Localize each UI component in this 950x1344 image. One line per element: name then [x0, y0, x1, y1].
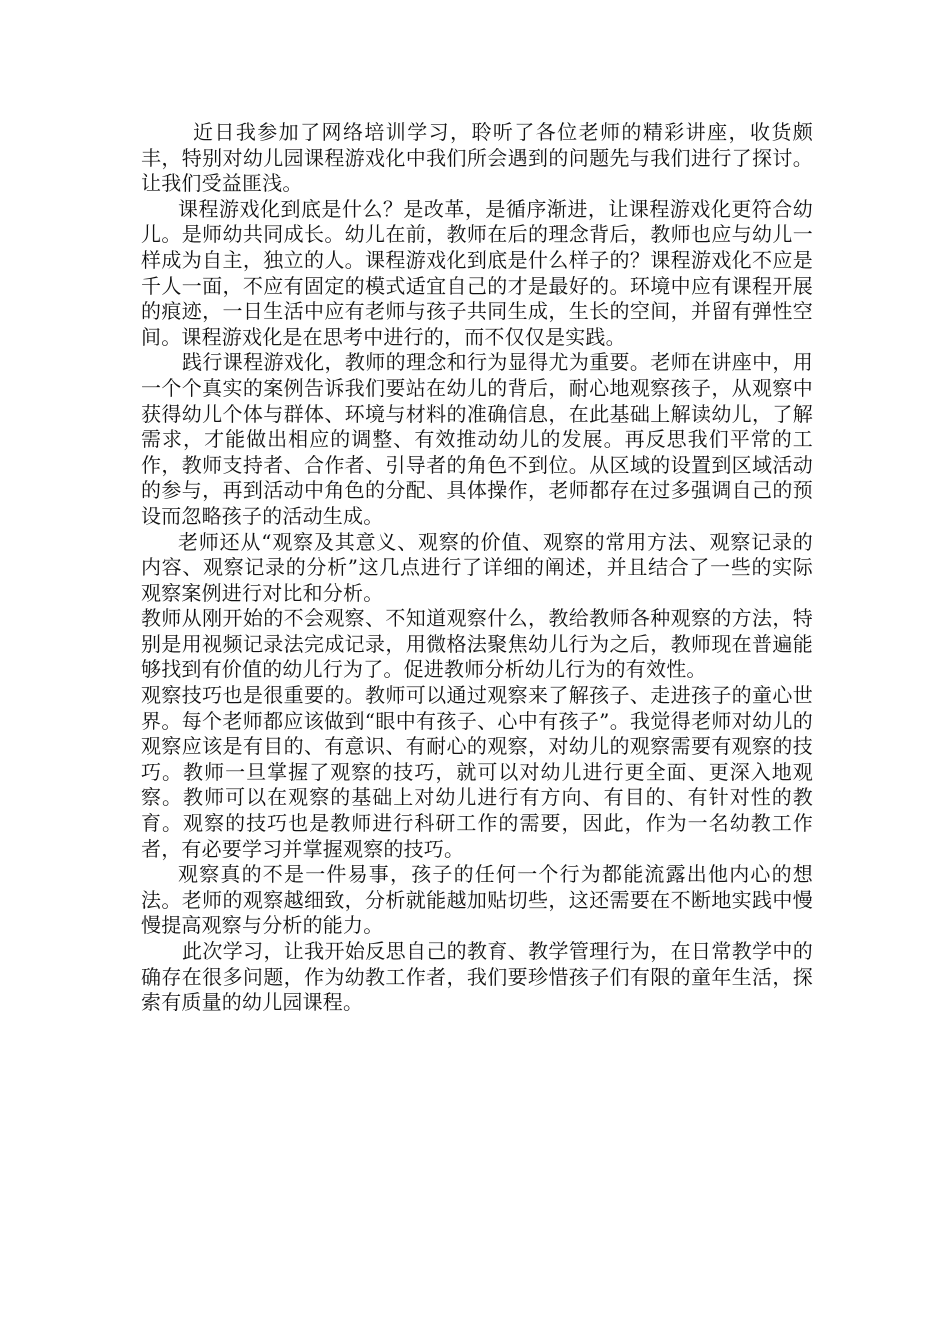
- paragraph-7: 观察真的不是一件易事，孩子的任何一个行为都能流露出他内心的想法。老师的观察越细致，分析就能越加贴切些，这还需要在不断地实践中慢慢提高观察与分析的能力。: [141, 862, 813, 938]
- paragraph-5: 教师从刚开始的不会观察、不知道观察什么，教给教师各种观察的方法，特别是用视频记录法完成记录，用微格法聚焦幼儿行为之后，教师现在普遍能够找到有价值的幼儿行为了。促进教师分析幼儿行为的有效性。: [141, 606, 813, 682]
- paragraph-1: 近日我参加了网络培训学习，聆听了各位老师的精彩讲座，收货颇丰，特别对幼儿园课程游戏化中我们所会遇到的问题先与我们进行了探讨。让我们受益匪浅。: [141, 120, 813, 196]
- paragraph-2: 课程游戏化到底是什么？是改革，是循序渐进，让课程游戏化更符合幼儿。是师幼共同成长。幼儿在前，教师在后的理念背后，教师也应与幼儿一样成为自主，独立的人。课程游戏化到底是什么样子的？课程游戏化不应是千人一面，不应有固定的模式适宜自己的才是最好的。环境中应有课程开展的痕迹，一日生活中应有老师与孩子共同生成，生长的空间，并留有弹性空间。课程游戏化是在思考中进行的，而不仅仅是实践。: [141, 196, 813, 349]
- paragraph-8: 此次学习，让我开始反思自己的教育、教学管理行为，在日常教学中的确存在很多问题，作为幼教工作者，我们要珍惜孩子们有限的童年生活，探索有质量的幼儿园课程。: [141, 939, 813, 1015]
- paragraph-3: 践行课程游戏化，教师的理念和行为显得尤为重要。老师在讲座中，用一个个真实的案例告诉我们要站在幼儿的背后，耐心地观察孩子，从观察中获得幼儿个体与群体、环境与材料的准确信息，在此基础上解读幼儿，了解需求，才能做出相应的调整、有效推动幼儿的发展。再反思我们平常的工作，教师支持者、合作者、引导者的角色不到位。从区域的设置到区域活动的参与，再到活动中角色的分配、具体操作，老师都存在过多强调自己的预设而忽略孩子的活动生成。: [141, 350, 813, 528]
- paragraph-6: 观察技巧也是很重要的。教师可以通过观察来了解孩子、走进孩子的童心世界。每个老师都应该做到“眼中有孩子、心中有孩子”。我觉得老师对幼儿的观察应该是有目的、有意识、有耐心的观察，对幼儿的观察需要有观察的技巧。教师一旦掌握了观察的技巧，就可以对幼儿进行更全面、更深入地观察。教师可以在观察的基础上对幼儿进行有方向、有目的、有针对性的教育。观察的技巧也是教师进行科研工作的需要，因此，作为一名幼教工作者，有必要学习并掌握观察的技巧。: [141, 683, 813, 861]
- document-body: [141, 120, 813, 1016]
- paragraph-4: 老师还从“观察及其意义、观察的价值、观察的常用方法、观察记录的内容、观察记录的分析”这几点进行了详细的阐述，并且结合了一些的实际观察案例进行对比和分析。: [141, 529, 813, 605]
